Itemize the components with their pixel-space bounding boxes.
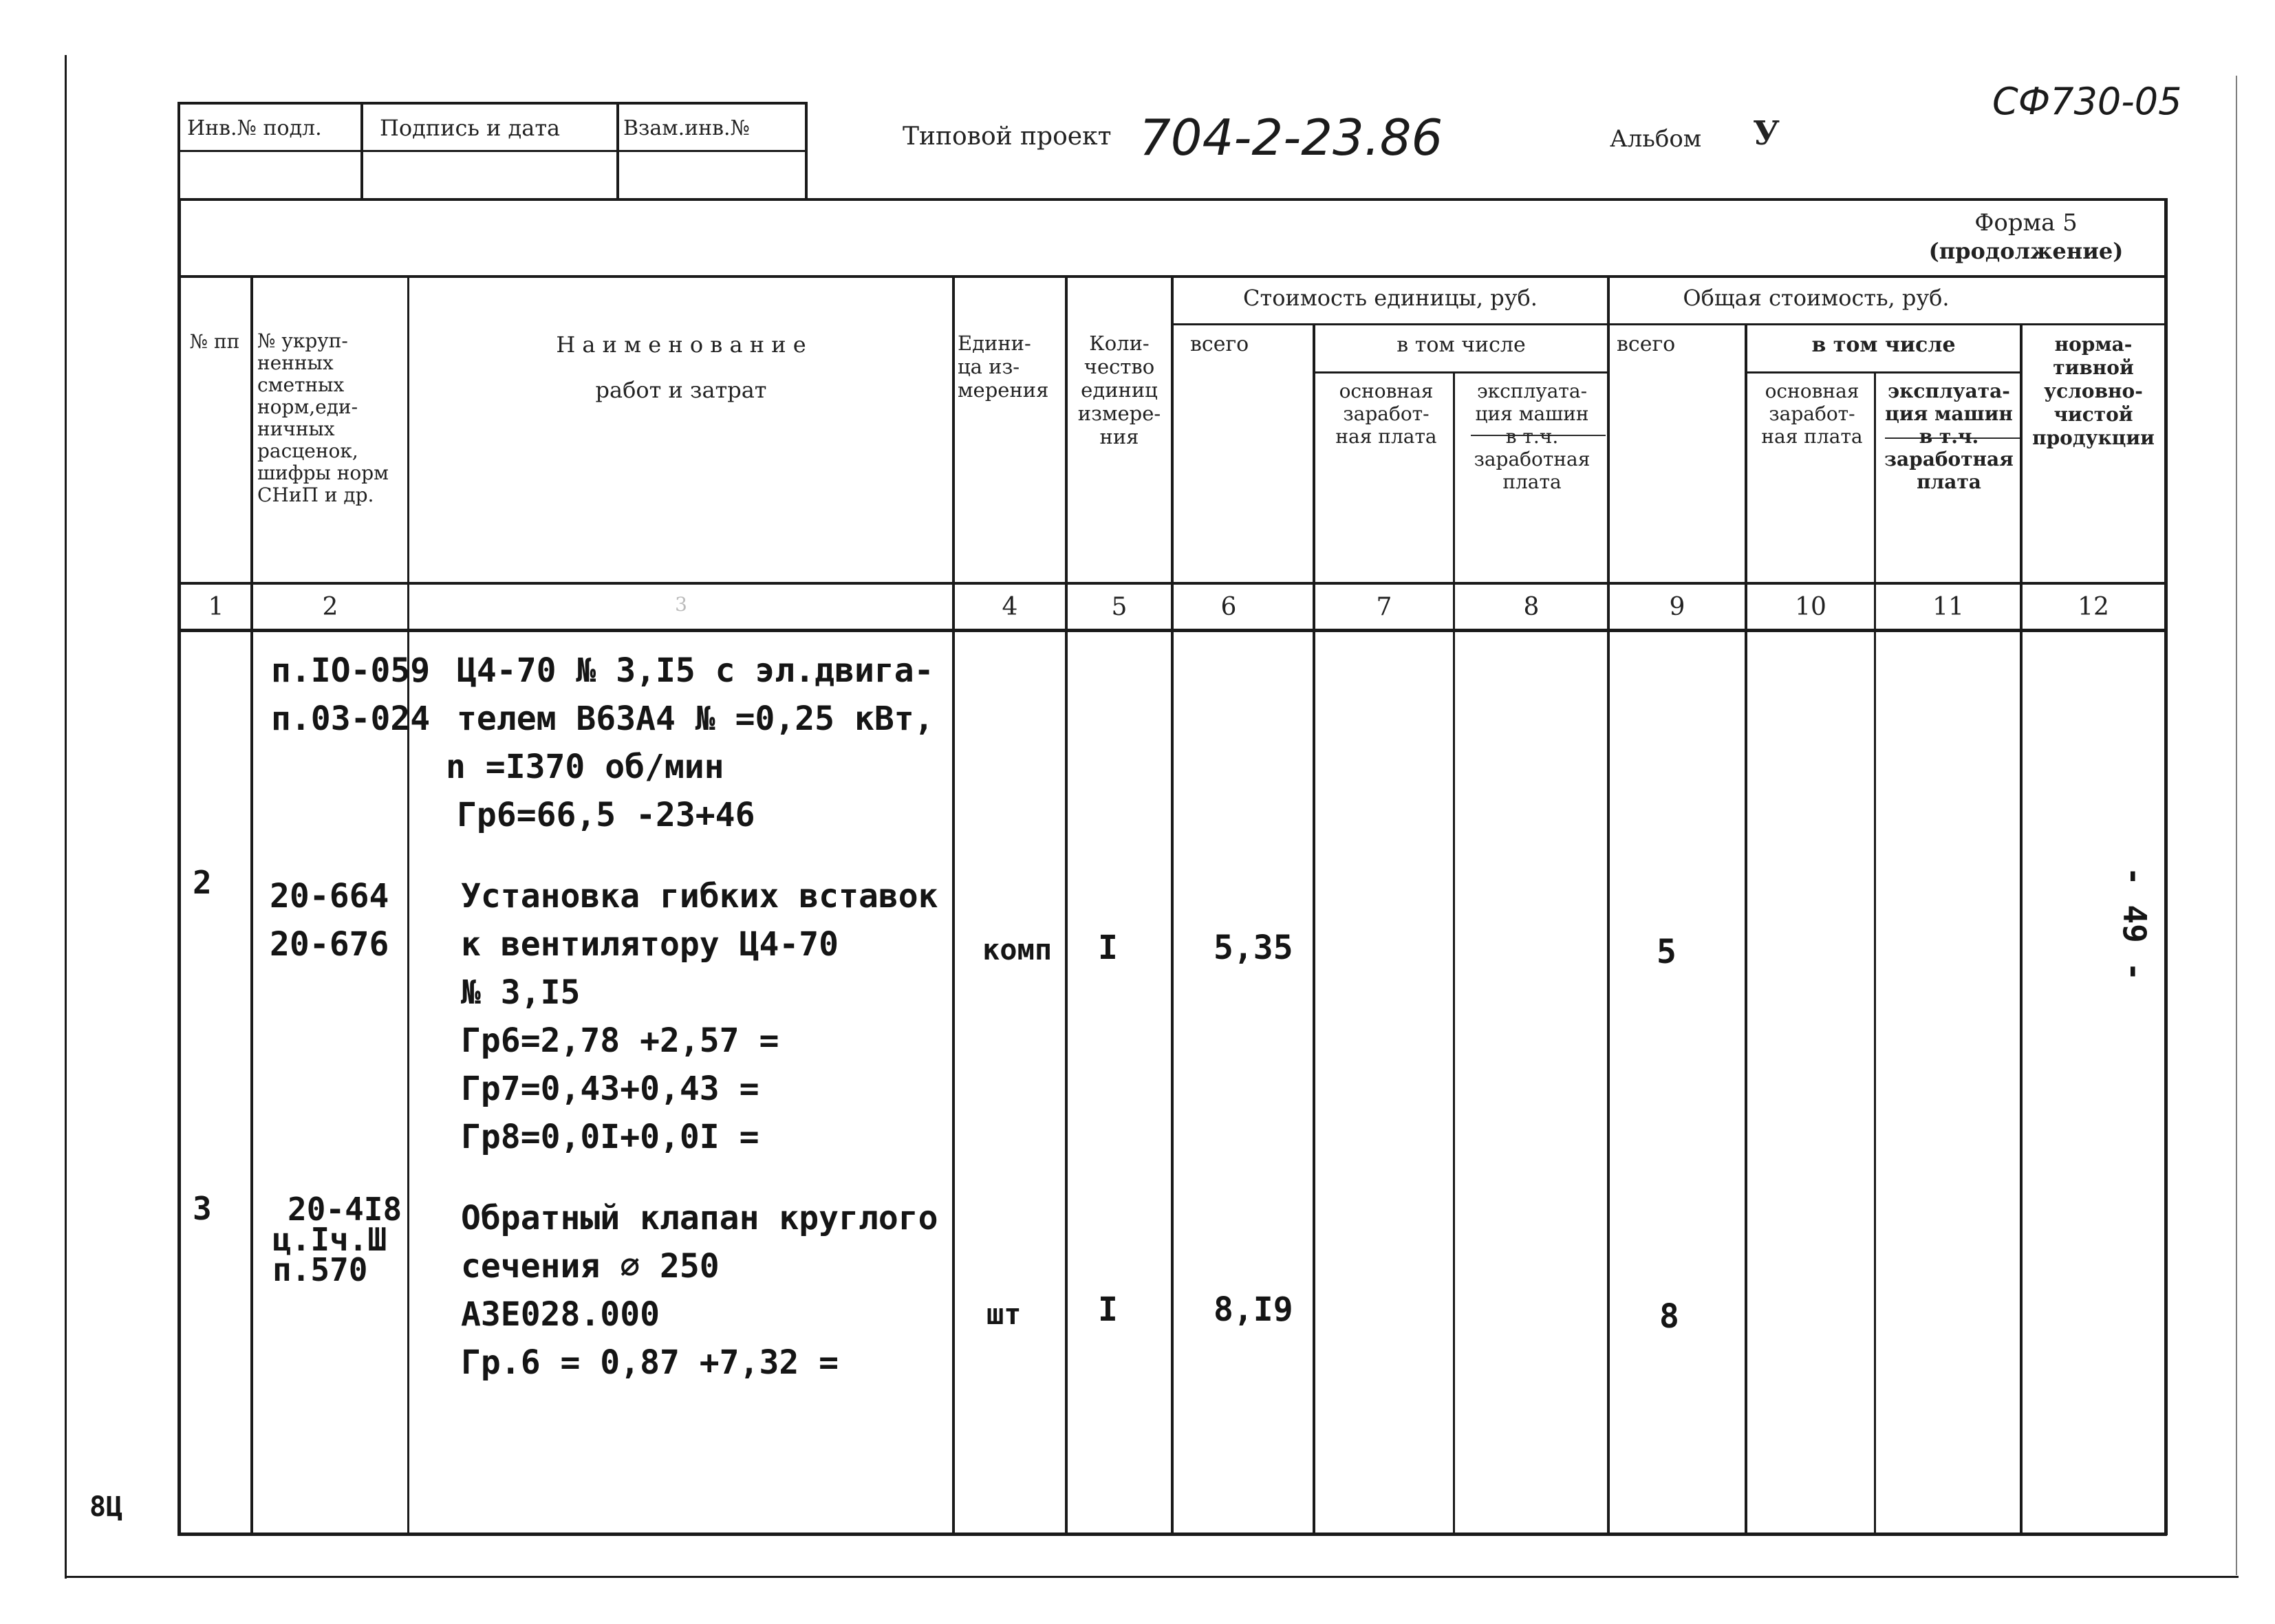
col7-header <box>1319 380 1453 448</box>
table-right <box>2164 198 2168 1535</box>
col3-header-title: Н а и м е н о в а н и е <box>556 332 806 358</box>
col8-line-4: заработная <box>1474 448 1591 470</box>
row3-code-1: 20-4I8 <box>288 1191 402 1228</box>
col8-line-5: плата <box>1502 470 1562 493</box>
col5-header <box>1068 332 1171 448</box>
col2-line-4: норм,еди- <box>257 396 358 418</box>
col11-line-4: заработная <box>1884 448 2014 470</box>
album-label: Альбом <box>1610 125 1702 153</box>
col5-line-3: единиц <box>1081 378 1158 402</box>
row1-name <box>446 647 934 839</box>
col10-header <box>1749 380 1875 448</box>
col4-line-3: мерения <box>958 378 1049 402</box>
colnum-4: 4 <box>1002 593 1018 621</box>
total-cost-group: Общая стоимость, руб. <box>1683 285 1950 311</box>
row2-no: 2 <box>193 864 212 901</box>
stamp-right <box>805 102 808 198</box>
col-sep-10 <box>1874 371 1876 1534</box>
col10-line-1: основная <box>1765 380 1859 402</box>
col1-header: № пп <box>189 330 240 353</box>
row3-name-4: Гр.6 = 0,87 +7,32 = <box>461 1343 839 1382</box>
col2-line-7: шифры норм <box>257 462 389 484</box>
album-value: У <box>1753 114 1780 153</box>
stamp-mid <box>177 150 808 152</box>
row2-name <box>461 872 938 1161</box>
col10-line-3: ная плата <box>1761 425 1863 448</box>
form-title: Форма 5 <box>1974 209 2078 237</box>
col-sep-4 <box>1065 275 1068 1534</box>
stamp-podpis-data: Подпись и дата <box>380 115 561 141</box>
col10-line-2: заработ- <box>1769 402 1855 425</box>
col2-line-2: ненных <box>257 351 334 374</box>
colnum-5: 5 <box>1111 593 1128 621</box>
row2-name-2: к вентилятору Ц4-70 <box>461 925 839 964</box>
col-sep-1 <box>250 275 253 1534</box>
row2-name-3: № 3,I5 <box>461 973 581 1012</box>
stamp-vzam-inv: Взам.инв.№ <box>623 116 750 140</box>
col4-line-2: ца из- <box>958 355 1020 378</box>
row1-name-4: Гр6=66,5 -23+46 <box>457 796 755 834</box>
frame-bottom <box>65 1576 2239 1578</box>
row2-total: 5 <box>1657 933 1676 971</box>
colnum-1: 1 <box>208 593 224 621</box>
col7-line-2: заработ- <box>1343 402 1430 425</box>
colnum-9: 9 <box>1669 593 1685 621</box>
row2-code-2: 20-676 <box>270 925 389 964</box>
col11-header <box>1877 380 2021 493</box>
col8-header <box>1456 380 1608 493</box>
frame-right <box>2236 76 2237 1575</box>
col-sep-3 <box>952 275 955 1534</box>
col11-line-2: ция машин <box>1885 402 2013 425</box>
col12-header <box>2023 333 2164 450</box>
project-label: Типовой проект <box>903 122 1112 151</box>
colnum-12: 12 <box>2078 593 2109 621</box>
col-sep-5 <box>1171 275 1174 1534</box>
row1-name-2: телем В63А4 № =0,25 кВт, <box>457 700 934 738</box>
col12-line-2: тивной <box>2053 356 2134 379</box>
row3-codes <box>272 1191 402 1288</box>
hdr-line-vtom1 <box>1315 371 1610 373</box>
stamp-inv-podl: Инв.№ подл. <box>187 116 322 140</box>
col2-line-3: сметных <box>257 373 345 396</box>
doc-code: СФ730-05 <box>1992 80 2182 123</box>
row2-cost: 5,35 <box>1214 929 1293 967</box>
col8-line-2: ция машин <box>1475 402 1589 425</box>
stamp-top <box>177 102 808 105</box>
col12-line-3: условно- <box>2044 380 2143 402</box>
table-top <box>177 198 2167 201</box>
col5-line-5: ния <box>1099 425 1139 448</box>
col12-line-1: норма- <box>2054 333 2133 356</box>
colnum-8: 8 <box>1523 593 1540 621</box>
colnum-11: 11 <box>1932 593 1964 621</box>
unit-cost-group: Стоимость единицы, руб. <box>1243 285 1538 311</box>
row3-cost: 8,I9 <box>1214 1290 1293 1329</box>
row2-code-1: 20-664 <box>270 877 389 916</box>
row3-qty: I <box>1098 1290 1118 1329</box>
page-number: - 49 - <box>2116 867 2153 982</box>
col11-line-5: плата <box>1917 470 1981 493</box>
row1-name-1: Ц4-70 № 3,I5 с эл.двига- <box>457 651 934 690</box>
row1-name-3: n =I370 об/мин <box>446 748 724 786</box>
col2-line-6: расценок, <box>257 440 358 462</box>
row1-codes <box>271 647 430 743</box>
colnum-6: 6 <box>1220 593 1237 621</box>
col7-line-1: основная <box>1339 380 1434 402</box>
row2-name-6: Гр8=0,0I+0,0I = <box>461 1118 759 1156</box>
row3-name-2: сечения ∅ 250 <box>461 1247 720 1286</box>
col2-line-8: СНиП и др. <box>257 484 374 506</box>
frame-left <box>65 55 67 1579</box>
row3-unit: шт <box>986 1297 1022 1331</box>
col4-header <box>958 332 1068 402</box>
hdr-line-vtom2 <box>1747 371 2023 373</box>
col5-line-2: чество <box>1083 355 1155 378</box>
col12-line-5: продукции <box>2032 426 2155 449</box>
row2-qty: I <box>1098 929 1118 967</box>
colnum-2: 2 <box>322 593 338 621</box>
col8-line-3: в т.ч. <box>1505 425 1559 448</box>
col-sep-9 <box>1745 323 1747 1534</box>
hdr-line-groups <box>1174 323 2167 325</box>
stamp-div1 <box>360 102 363 198</box>
colnum-3: 3 <box>675 593 687 616</box>
col-sep-11 <box>2020 323 2023 1534</box>
stamp-div2 <box>616 102 619 198</box>
stamp-left <box>177 102 180 198</box>
row2-name-1: Установка гибких вставок <box>461 877 938 916</box>
col3-header-sub: работ и затрат <box>595 377 767 403</box>
row3-code-3: п.570 <box>272 1251 368 1288</box>
col5-line-4: измере- <box>1077 402 1161 425</box>
col7-8-vtom: в том числе <box>1397 333 1526 357</box>
col10-11-vtom: в том числе <box>1811 333 1956 357</box>
row3-code-2: ц.Iч.Ш <box>272 1221 387 1258</box>
corner-mark: 8Ц <box>89 1491 123 1523</box>
col2-header <box>257 330 409 506</box>
col12-line-4: чистой <box>2053 403 2133 426</box>
colnum-7: 7 <box>1376 593 1392 621</box>
col11-line-1: эксплуата- <box>1888 380 2010 402</box>
col5-line-1: Коли- <box>1089 332 1150 355</box>
col7-line-3: ная плата <box>1335 425 1437 448</box>
col4-line-1: Едини- <box>958 332 1031 355</box>
row2-codes <box>270 872 389 968</box>
col2-line-1: № укруп- <box>257 329 348 352</box>
col-sep-7 <box>1453 371 1455 1534</box>
table-left <box>177 198 181 1535</box>
col11-line-3: в т.ч. <box>1919 425 1979 448</box>
col9-vsego: всего <box>1617 332 1676 356</box>
col6-vsego: всего <box>1190 332 1249 356</box>
row3-no: 3 <box>193 1190 212 1227</box>
row3-total: 8 <box>1659 1297 1679 1336</box>
row1-code-1: п.IO-059 <box>271 651 431 690</box>
colnum-10: 10 <box>1795 593 1826 621</box>
project-number: 704-2-23.86 <box>1139 109 1443 166</box>
row3-name-3: АЗЕ028.000 <box>461 1295 660 1334</box>
row3-name-1: Обратный клапан круглого <box>461 1199 938 1237</box>
row2-name-4: Гр6=2,78 +2,57 = <box>461 1021 779 1060</box>
col-sep-6 <box>1313 323 1315 1534</box>
row3-name <box>461 1194 938 1387</box>
col8-line-1: эксплуата- <box>1476 380 1588 402</box>
row1-code-2: п.03-024 <box>271 700 431 738</box>
row2-name-5: Гр7=0,43+0,43 = <box>461 1070 759 1108</box>
row2-unit: комп <box>982 933 1053 966</box>
form-subtitle: (продолжение) <box>1928 238 2124 264</box>
col2-line-5: ничных <box>257 418 335 440</box>
